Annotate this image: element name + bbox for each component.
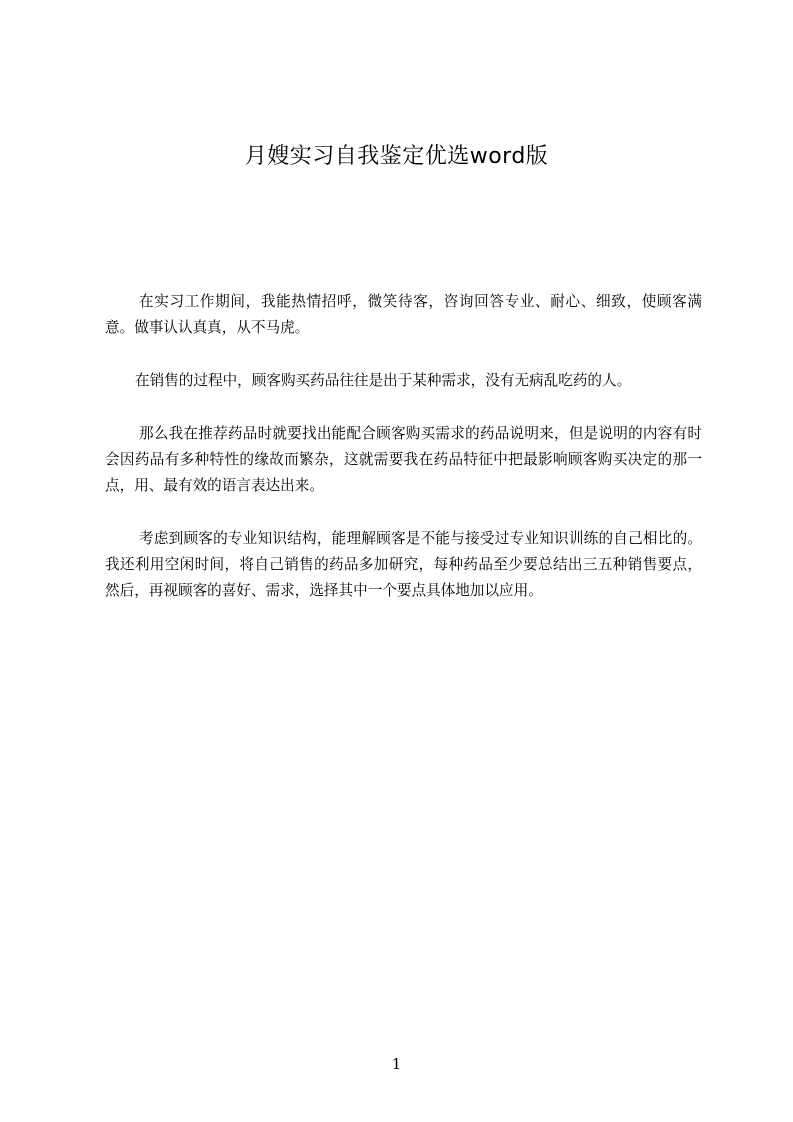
paragraph-1: 在实习工作期间，我能热情招呼，微笑待客，咨询回答专业、耐心、细致，使顾客满意。做事认认真真，从不马虎。 xyxy=(105,293,702,336)
paragraph-3: 那么我在推荐药品时就要找出能配合顾客购买需求的药品说明来，但是说明的内容有时会因药品有多种特性的缘故而繁杂，这就需要我在药品特征中把最影响顾客购买决定的那一点，用、最有效的语言表达出来。 xyxy=(105,425,702,494)
document-title: 月嫂实习自我鉴定优选word版 xyxy=(244,144,549,169)
paragraph-4: 考虑到顾客的专业知识结构，能理解顾客是不能与接受过专业知识训练的自己相比的。我还利用空闲时间，将自己销售的药品多加研究，每种药品至少要总结出三五种销售要点，然后，再视顾客的喜好、需求，选择其中一个要点具体地加以应用。 xyxy=(105,530,702,599)
page-number: 1 xyxy=(391,1055,402,1073)
paragraph-2: 在销售的过程中，顾客购买药品往往是出于某种需求，没有无病乱吃药的人。 xyxy=(135,372,632,389)
